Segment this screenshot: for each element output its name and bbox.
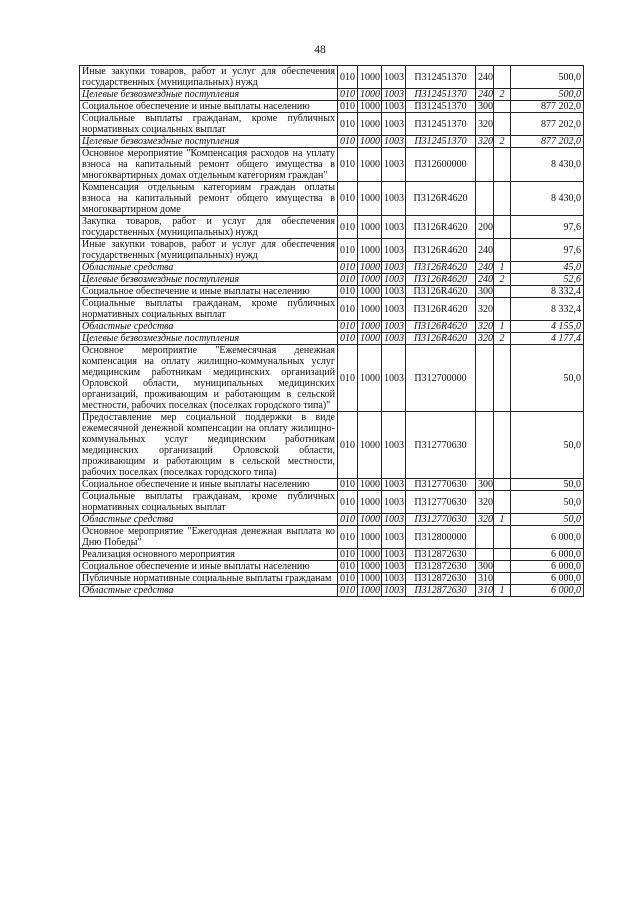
- cell-subsection: 1003: [382, 113, 406, 136]
- cell-subsection: 1003: [382, 345, 406, 412]
- cell-funding-source: 2: [494, 136, 511, 148]
- cell-target-article: П3126R4620: [406, 262, 476, 274]
- row-name: Реализация основного мероприятия: [80, 549, 338, 561]
- cell-amount: 50,0: [511, 479, 584, 491]
- cell-grbs: 010: [338, 148, 358, 182]
- cell-amount: 8 332,4: [511, 298, 584, 321]
- cell-amount: 500,0: [511, 89, 584, 101]
- cell-expense-type: 300: [476, 479, 494, 491]
- cell-section: 1000: [358, 526, 382, 549]
- table-row: [80, 298, 584, 321]
- cell-target-article: П312770630: [406, 412, 476, 479]
- row-name: Целевые безвозмездные поступления: [80, 333, 338, 345]
- cell-funding-source: [494, 298, 511, 321]
- cell-grbs: 010: [338, 549, 358, 561]
- cell-subsection: 1003: [382, 216, 406, 239]
- cell-funding-source: [494, 345, 511, 412]
- cell-grbs: 010: [338, 412, 358, 479]
- cell-grbs: 010: [338, 182, 358, 216]
- cell-expense-type: 310: [476, 585, 494, 597]
- cell-section: 1000: [358, 101, 382, 113]
- cell-funding-source: [494, 148, 511, 182]
- cell-expense-type: 320: [476, 136, 494, 148]
- cell-target-article: П3126R4620: [406, 239, 476, 262]
- table-body: [80, 66, 584, 597]
- cell-funding-source: [494, 412, 511, 479]
- cell-section: 1000: [358, 89, 382, 101]
- table-row: [80, 239, 584, 262]
- cell-funding-source: [494, 491, 511, 514]
- cell-grbs: 010: [338, 561, 358, 573]
- cell-subsection: 1003: [382, 286, 406, 298]
- table-row: [80, 66, 584, 89]
- cell-subsection: 1003: [382, 239, 406, 262]
- table-row: [80, 216, 584, 239]
- row-name: Целевые безвозмездные поступления: [80, 136, 338, 148]
- cell-grbs: 010: [338, 286, 358, 298]
- table-row: [80, 182, 584, 216]
- cell-funding-source: [494, 216, 511, 239]
- cell-amount: 877 202,0: [511, 136, 584, 148]
- cell-amount: 6 000,0: [511, 585, 584, 597]
- cell-section: 1000: [358, 274, 382, 286]
- table-row: [80, 333, 584, 345]
- row-name: Компенсация отдельным категориям граждан оплаты взноса на капитальный ремонт общего имущества в многоквартирном доме: [80, 182, 338, 216]
- cell-funding-source: [494, 286, 511, 298]
- cell-subsection: 1003: [382, 182, 406, 216]
- cell-funding-source: [494, 479, 511, 491]
- cell-target-article: П312770630: [406, 491, 476, 514]
- cell-section: 1000: [358, 148, 382, 182]
- cell-subsection: 1003: [382, 333, 406, 345]
- cell-subsection: 1003: [382, 412, 406, 479]
- cell-target-article: П312872630: [406, 561, 476, 573]
- cell-section: 1000: [358, 585, 382, 597]
- table-row: [80, 345, 584, 412]
- cell-amount: 877 202,0: [511, 101, 584, 113]
- cell-amount: 4 155,0: [511, 321, 584, 333]
- table-row: [80, 262, 584, 274]
- cell-target-article: П312451370: [406, 136, 476, 148]
- cell-target-article: П3126R4620: [406, 321, 476, 333]
- cell-expense-type: [476, 182, 494, 216]
- cell-subsection: 1003: [382, 573, 406, 585]
- cell-amount: 6 000,0: [511, 561, 584, 573]
- cell-grbs: 010: [338, 585, 358, 597]
- page-number: 48: [314, 44, 326, 56]
- cell-amount: 50,0: [511, 514, 584, 526]
- cell-subsection: 1003: [382, 479, 406, 491]
- table-row: [80, 491, 584, 514]
- cell-amount: 8 430,0: [511, 182, 584, 216]
- table-row: [80, 321, 584, 333]
- cell-grbs: 010: [338, 262, 358, 274]
- cell-subsection: 1003: [382, 89, 406, 101]
- cell-section: 1000: [358, 333, 382, 345]
- cell-section: 1000: [358, 239, 382, 262]
- cell-target-article: П312872630: [406, 573, 476, 585]
- table-row: [80, 412, 584, 479]
- cell-funding-source: [494, 526, 511, 549]
- cell-grbs: 010: [338, 321, 358, 333]
- cell-funding-source: [494, 561, 511, 573]
- cell-expense-type: [476, 526, 494, 549]
- cell-subsection: 1003: [382, 514, 406, 526]
- cell-subsection: 1003: [382, 491, 406, 514]
- table-row: [80, 148, 584, 182]
- cell-target-article: П312700000: [406, 345, 476, 412]
- cell-amount: 50,0: [511, 345, 584, 412]
- cell-grbs: 010: [338, 239, 358, 262]
- cell-expense-type: 300: [476, 561, 494, 573]
- table-row: [80, 573, 584, 585]
- table-row: [80, 101, 584, 113]
- table-row: [80, 514, 584, 526]
- cell-target-article: П312600000: [406, 148, 476, 182]
- cell-expense-type: 320: [476, 298, 494, 321]
- cell-section: 1000: [358, 549, 382, 561]
- table-row: [80, 561, 584, 573]
- row-name: Социальное обеспечение и иные выплаты населению: [80, 479, 338, 491]
- row-name: Областные средства: [80, 262, 338, 274]
- row-name: Социальные выплаты гражданам, кроме публичных нормативных социальных выплат: [80, 491, 338, 514]
- row-name: Социальное обеспечение и иные выплаты населению: [80, 561, 338, 573]
- cell-grbs: 010: [338, 526, 358, 549]
- cell-funding-source: [494, 573, 511, 585]
- cell-section: 1000: [358, 216, 382, 239]
- cell-section: 1000: [358, 412, 382, 479]
- cell-target-article: П312451370: [406, 113, 476, 136]
- cell-subsection: 1003: [382, 136, 406, 148]
- row-name: Социальное обеспечение и иные выплаты населению: [80, 286, 338, 298]
- cell-funding-source: [494, 101, 511, 113]
- row-name: Областные средства: [80, 585, 338, 597]
- cell-grbs: 010: [338, 514, 358, 526]
- cell-funding-source: 1: [494, 321, 511, 333]
- row-name: Целевые безвозмездные поступления: [80, 274, 338, 286]
- cell-target-article: П312451370: [406, 89, 476, 101]
- cell-grbs: 010: [338, 113, 358, 136]
- cell-funding-source: 1: [494, 262, 511, 274]
- cell-section: 1000: [358, 345, 382, 412]
- table-row: [80, 113, 584, 136]
- cell-target-article: П3126R4620: [406, 333, 476, 345]
- cell-expense-type: 200: [476, 216, 494, 239]
- cell-amount: 8 332,4: [511, 286, 584, 298]
- cell-section: 1000: [358, 561, 382, 573]
- row-name: Иные закупки товаров, работ и услуг для обеспечения государственных (муниципальных) нужд: [80, 239, 338, 262]
- cell-expense-type: 300: [476, 101, 494, 113]
- cell-target-article: П3126R4620: [406, 298, 476, 321]
- table-row: [80, 585, 584, 597]
- cell-target-article: П312451370: [406, 101, 476, 113]
- cell-amount: 50,0: [511, 491, 584, 514]
- cell-grbs: 010: [338, 345, 358, 412]
- cell-grbs: 010: [338, 89, 358, 101]
- cell-subsection: 1003: [382, 66, 406, 89]
- cell-grbs: 010: [338, 298, 358, 321]
- cell-target-article: П312770630: [406, 514, 476, 526]
- table-row: [80, 479, 584, 491]
- cell-expense-type: 320: [476, 113, 494, 136]
- cell-subsection: 1003: [382, 585, 406, 597]
- budget-table: [79, 65, 584, 597]
- cell-amount: 6 000,0: [511, 526, 584, 549]
- row-name: Основное мероприятие "Ежегодная денежная выплата ко Дню Победы": [80, 526, 338, 549]
- row-name: Областные средства: [80, 321, 338, 333]
- cell-target-article: П3126R4620: [406, 216, 476, 239]
- cell-grbs: 010: [338, 66, 358, 89]
- cell-section: 1000: [358, 136, 382, 148]
- cell-grbs: 010: [338, 136, 358, 148]
- cell-section: 1000: [358, 573, 382, 585]
- cell-grbs: 010: [338, 274, 358, 286]
- cell-expense-type: 320: [476, 491, 494, 514]
- cell-expense-type: 240: [476, 274, 494, 286]
- cell-grbs: 010: [338, 101, 358, 113]
- cell-target-article: П312872630: [406, 585, 476, 597]
- table-row: [80, 274, 584, 286]
- cell-funding-source: 2: [494, 89, 511, 101]
- cell-amount: 97,6: [511, 216, 584, 239]
- cell-funding-source: 2: [494, 274, 511, 286]
- cell-expense-type: [476, 549, 494, 561]
- row-name: Предоставление мер социальной поддержки в виде ежемесячной денежной компенсации на оплату жилищно-коммунальных услуг медицинским работникам медицинских организаций Орловской области, проживающим и работающим в сельской местности, рабочих поселках (поселках городского типа): [80, 412, 338, 479]
- cell-expense-type: 300: [476, 286, 494, 298]
- cell-funding-source: [494, 239, 511, 262]
- cell-expense-type: 320: [476, 333, 494, 345]
- cell-subsection: 1003: [382, 549, 406, 561]
- cell-expense-type: 310: [476, 573, 494, 585]
- row-name: Иные закупки товаров, работ и услуг для обеспечения государственных (муниципальных) нужд: [80, 66, 338, 89]
- row-name: Основное мероприятие "Ежемесячная денежная компенсация на оплату жилищно-коммунальных услуг медицинским работникам медицинских организаций Орловской области, муниципальных медицинских организаций, проживающим и работающим в сельской местности, рабочих поселках (поселках городского типа)": [80, 345, 338, 412]
- cell-funding-source: [494, 182, 511, 216]
- cell-subsection: 1003: [382, 298, 406, 321]
- cell-amount: 4 177,4: [511, 333, 584, 345]
- cell-expense-type: 240: [476, 262, 494, 274]
- cell-amount: 45,0: [511, 262, 584, 274]
- cell-expense-type: 240: [476, 66, 494, 89]
- cell-section: 1000: [358, 514, 382, 526]
- cell-grbs: 010: [338, 479, 358, 491]
- row-name: Социальное обеспечение и иные выплаты населению: [80, 101, 338, 113]
- cell-target-article: П3126R4620: [406, 182, 476, 216]
- cell-section: 1000: [358, 321, 382, 333]
- cell-expense-type: [476, 148, 494, 182]
- cell-expense-type: [476, 345, 494, 412]
- table-row: [80, 549, 584, 561]
- cell-funding-source: 2: [494, 333, 511, 345]
- row-name: Социальные выплаты гражданам, кроме публичных нормативных социальных выплат: [80, 298, 338, 321]
- cell-subsection: 1003: [382, 148, 406, 182]
- cell-target-article: П3126R4620: [406, 274, 476, 286]
- cell-amount: 50,0: [511, 412, 584, 479]
- table-row: [80, 286, 584, 298]
- row-name: Основное мероприятие "Компенсация расходов на уплату взноса на капитальный ремонт общего имущества в многоквартирных домах отдельным категориям граждан": [80, 148, 338, 182]
- cell-target-article: П312770630: [406, 479, 476, 491]
- cell-amount: 8 430,0: [511, 148, 584, 182]
- cell-subsection: 1003: [382, 526, 406, 549]
- cell-grbs: 010: [338, 573, 358, 585]
- row-name: Социальные выплаты гражданам, кроме публичных нормативных социальных выплат: [80, 113, 338, 136]
- cell-grbs: 010: [338, 333, 358, 345]
- cell-grbs: 010: [338, 491, 358, 514]
- cell-subsection: 1003: [382, 321, 406, 333]
- row-name: Целевые безвозмездные поступления: [80, 89, 338, 101]
- cell-amount: 97,6: [511, 239, 584, 262]
- cell-section: 1000: [358, 491, 382, 514]
- cell-target-article: П312872630: [406, 549, 476, 561]
- row-name: Публичные нормативные социальные выплаты гражданам: [80, 573, 338, 585]
- cell-section: 1000: [358, 262, 382, 274]
- cell-expense-type: 240: [476, 239, 494, 262]
- cell-amount: 6 000,0: [511, 573, 584, 585]
- cell-grbs: 010: [338, 216, 358, 239]
- cell-expense-type: 320: [476, 321, 494, 333]
- cell-amount: 500,0: [511, 66, 584, 89]
- cell-funding-source: [494, 113, 511, 136]
- cell-amount: 6 000,0: [511, 549, 584, 561]
- cell-expense-type: [476, 412, 494, 479]
- table-row: [80, 136, 584, 148]
- cell-section: 1000: [358, 113, 382, 136]
- cell-section: 1000: [358, 182, 382, 216]
- cell-amount: 877 202,0: [511, 113, 584, 136]
- table-row: [80, 526, 584, 549]
- cell-subsection: 1003: [382, 561, 406, 573]
- cell-section: 1000: [358, 286, 382, 298]
- cell-section: 1000: [358, 66, 382, 89]
- cell-expense-type: 240: [476, 89, 494, 101]
- cell-subsection: 1003: [382, 262, 406, 274]
- cell-target-article: П312800000: [406, 526, 476, 549]
- cell-subsection: 1003: [382, 274, 406, 286]
- cell-section: 1000: [358, 298, 382, 321]
- cell-target-article: П312451370: [406, 66, 476, 89]
- cell-funding-source: 1: [494, 585, 511, 597]
- cell-section: 1000: [358, 479, 382, 491]
- cell-funding-source: 1: [494, 514, 511, 526]
- cell-target-article: П3126R4620: [406, 286, 476, 298]
- cell-amount: 52,6: [511, 274, 584, 286]
- row-name: Областные средства: [80, 514, 338, 526]
- cell-funding-source: [494, 66, 511, 89]
- cell-funding-source: [494, 549, 511, 561]
- table-row: [80, 89, 584, 101]
- row-name: Закупка товаров, работ и услуг для обеспечения государственных (муниципальных) нужд: [80, 216, 338, 239]
- cell-subsection: 1003: [382, 101, 406, 113]
- cell-expense-type: 320: [476, 514, 494, 526]
